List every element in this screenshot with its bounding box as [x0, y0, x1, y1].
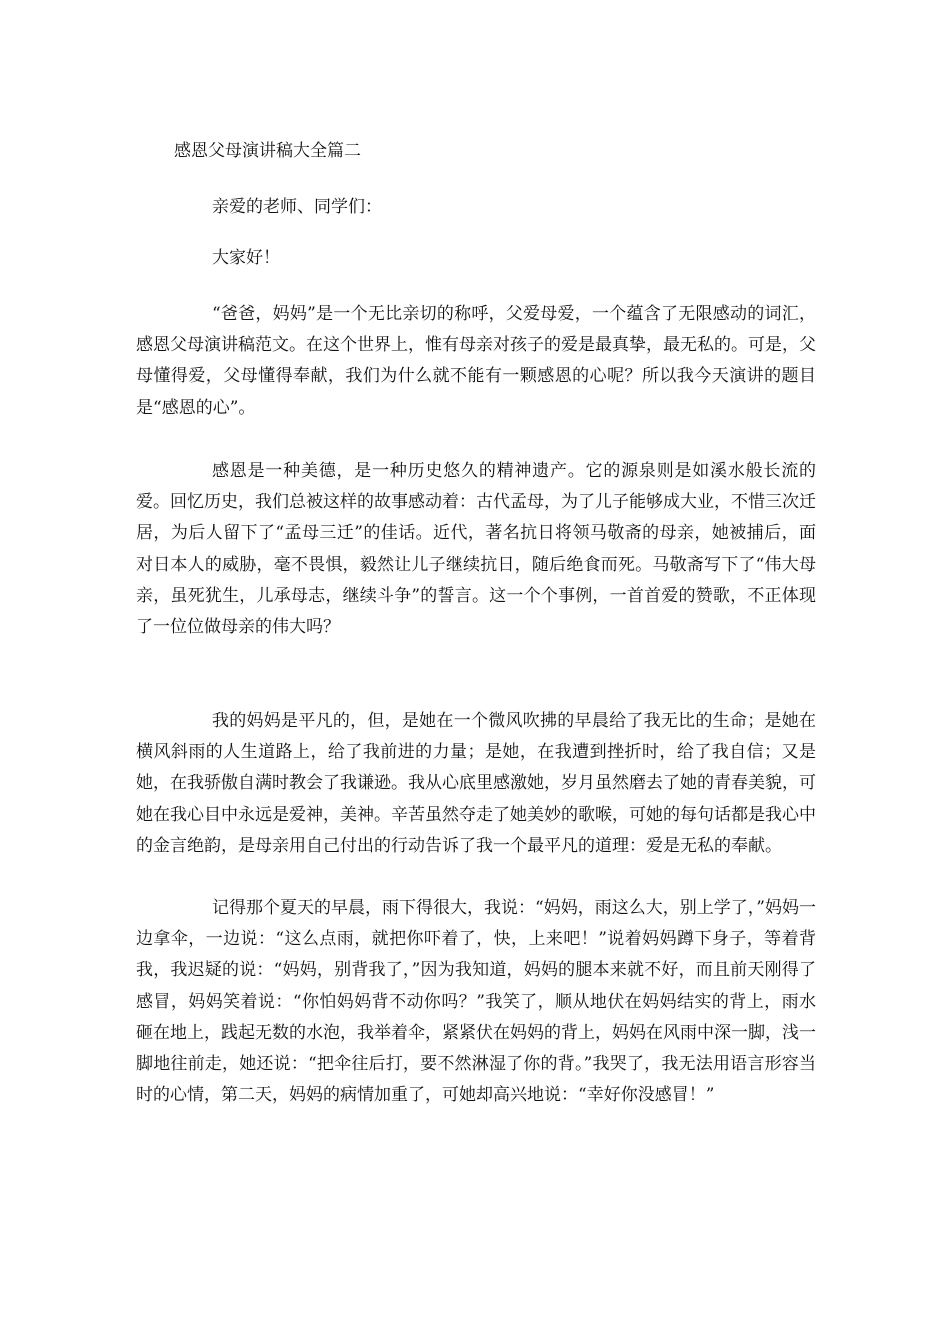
greeting-line: 大家好！ — [212, 248, 280, 268]
salutation-line: 亲爱的老师、同学们： — [212, 197, 382, 217]
paragraph-2: 感恩是一种美德，是一种历史悠久的精神遗产。它的源泉则是如溪水般长流的爱。回忆历史，我们总被这样的故事感动着：古代孟母，为了儿子能够成大业，不惜三次迁居，为后人留下了“孟母三迁”的佳话。近代，著名抗日将领马敬斋的母亲，她被捕后，面对日本人的威胁，毫不畏惧，毅然让儿子继续抗日，随后绝食而死。马敬斋写下了“伟大母亲，虽死犹生，儿承母志，继续斗争”的誓言。这一个个事例，一首首爱的赞歌，不正体现了一位位做母亲的伟大吗？ — [136, 461, 816, 638]
document-title: 感恩父母演讲稿大全篇二 — [174, 141, 361, 161]
paragraph-3: 我的妈妈是平凡的，但，是她在一个微风吹拂的早晨给了我无比的生命；是她在横风斜雨的人生道路上，给了我前进的力量；是她，在我遭到挫折时，给了我自信；又是她，在我骄傲自满时教会了我谦逊。我从心底里感激她，岁月虽然磨去了她的青春美貌，可她在我心目中永远是爱神，美神。辛苦虽然夺走了她美妙的歌喉，可她的每句话都是我心中的金言绝韵，是母亲用自己付出的行动告诉了我一个最平凡的道理：爱是无私的奉献。 — [136, 711, 816, 856]
paragraph-1: “爸爸，妈妈”是一个无比亲切的称呼，父爱母爱，一个蕴含了无限感动的词汇，感恩父母演讲稿范文。在这个世界上，惟有母亲对孩子的爱是最真挚，最无私的。可是，父母懂得爱，父母懂得奉献，我们为什么就不能有一颗感恩的心呢？所以我今天演讲的题目是“感恩的心”。 — [136, 304, 816, 418]
paragraph-4: 记得那个夏天的早晨，雨下得很大，我说：“妈妈，雨这么大，别上学了，”妈妈一边拿伞，一边说：“这么点雨，就把你吓着了，快，上来吧！”说着妈妈蹲下身子，等着背我，我迟疑的说：“妈妈，别背我了，”因为我知道，妈妈的腿本来就不好，而且前天刚得了感冒，妈妈笑着说：“你怕妈妈背不动你吗？”我笑了，顺从地伏在妈妈结实的背上，雨水砸在地上，践起无数的水泡，我举着伞，紧紧伏在妈妈的背上，妈妈在风雨中深一脚，浅一脚地往前走，她还说：“把伞往后打，要不然淋湿了你的背。”我哭了，我无法用语言形容当时的心情，第二天，妈妈的病情加重了，可她却高兴地说：“幸好你没感冒！” — [136, 898, 816, 1106]
